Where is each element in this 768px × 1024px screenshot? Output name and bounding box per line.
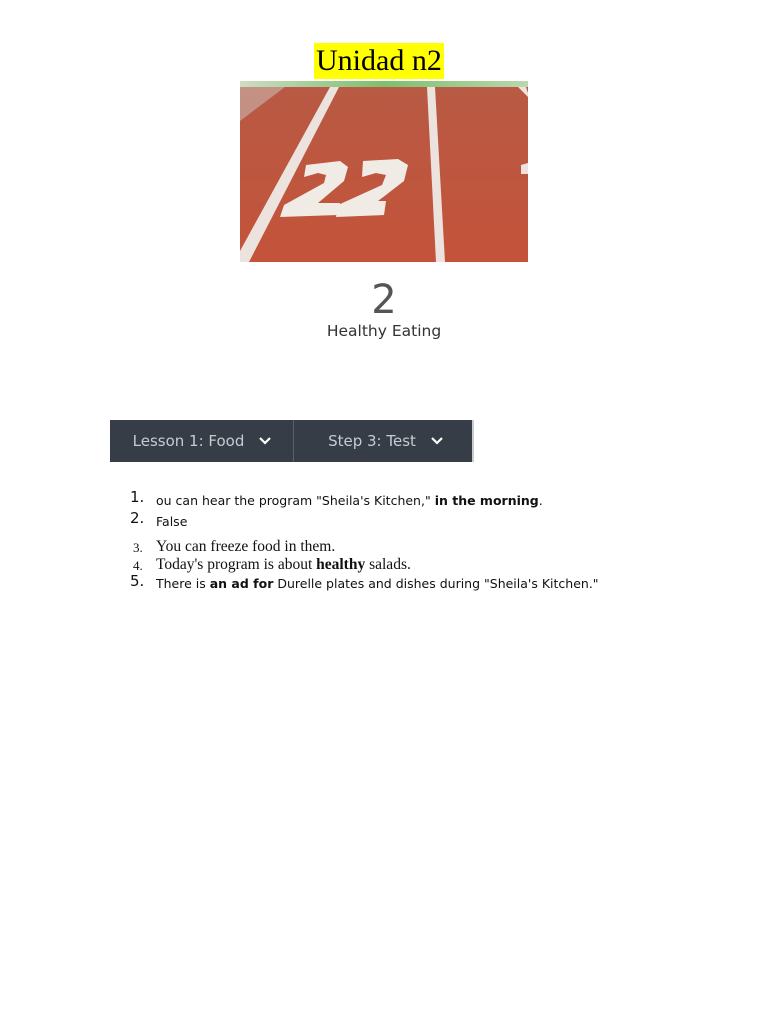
step-dropdown[interactable]	[294, 420, 472, 462]
answer-emphasis: healthy	[316, 556, 366, 573]
answer-text-end: .	[538, 493, 543, 508]
lesson-navigation-bar	[110, 420, 474, 462]
item-number: 5.	[130, 572, 145, 590]
answer-text: You can freeze food in them.	[156, 538, 336, 555]
item-number: 1.	[130, 488, 145, 506]
answer-emphasis: in the morning	[434, 493, 539, 508]
navbar-divider	[472, 420, 474, 462]
answer-list	[130, 490, 730, 594]
list-item	[130, 511, 730, 538]
item-number: 3.	[133, 540, 143, 555]
list-item	[130, 538, 730, 556]
lesson-dropdown[interactable]	[110, 420, 294, 462]
list-item	[130, 490, 730, 511]
answer-text-end: Durelle plates and dishes during "Sheila's Kitchen."	[273, 576, 599, 591]
answer-text: There is	[156, 576, 210, 591]
list-item	[130, 556, 730, 574]
answer-text: False	[156, 514, 188, 529]
chapter-number: 2	[371, 277, 397, 323]
running-track-image	[240, 81, 528, 262]
answer-text-end: salads.	[365, 556, 411, 573]
answer-text: Today's program is about	[156, 556, 317, 573]
document-title: Unidad n2	[316, 44, 442, 77]
item-number: 4.	[133, 558, 143, 573]
step-dropdown-label: Step 3: Test	[328, 432, 416, 450]
answer-emphasis: an ad for	[209, 576, 274, 591]
list-item	[130, 574, 730, 594]
item-number: 2.	[130, 509, 145, 527]
chevron-down-icon	[258, 436, 272, 446]
chevron-down-icon	[430, 436, 444, 446]
answer-text: ou can hear the program "Sheila's Kitchen,"	[156, 493, 435, 508]
lesson-dropdown-label: Lesson 1: Food	[132, 432, 245, 450]
chapter-name: Healthy Eating	[326, 322, 442, 340]
